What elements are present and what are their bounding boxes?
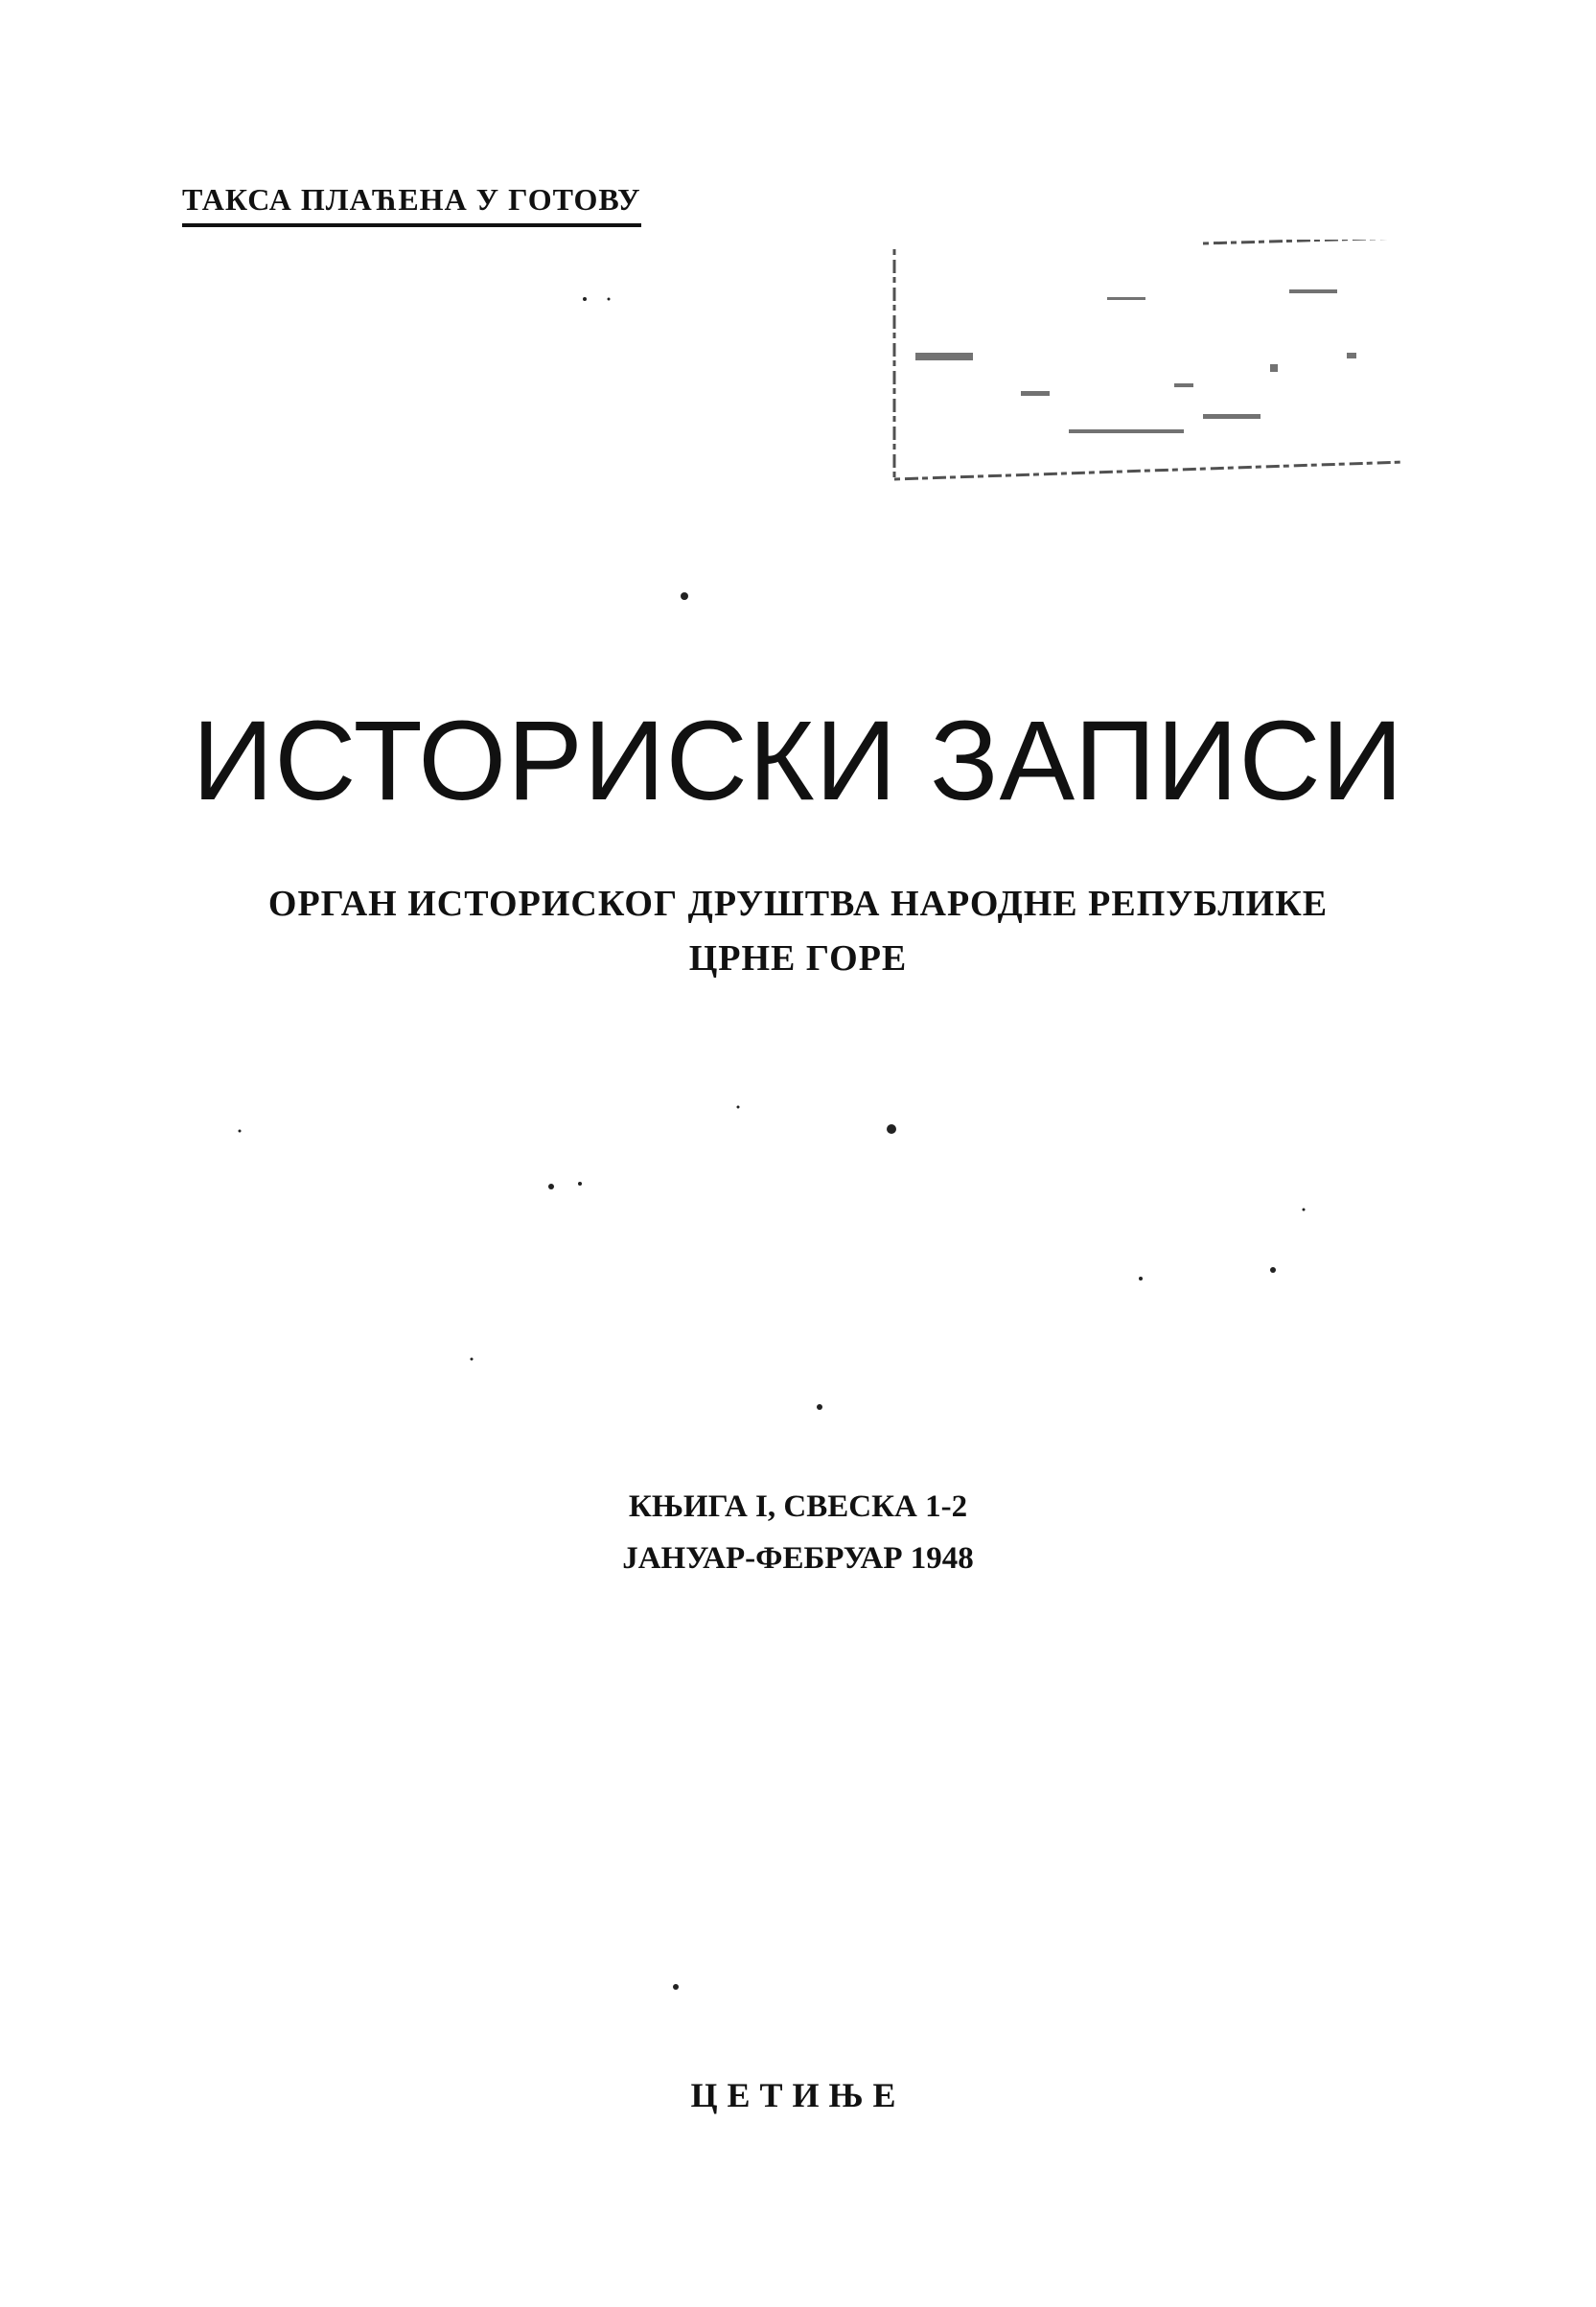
publication-city: ЦЕТИЊЕ bbox=[690, 2076, 906, 2114]
journal-title: ИСТОРИСКИ ЗАПИСИ bbox=[192, 698, 1404, 824]
subtitle-line-1: ОРГАН ИСТОРИСКОГ ДРУШТВА НАРОДНЕ РЕПУБЛИКЕ bbox=[267, 884, 1329, 924]
issue-volume: КЊИГА I, СВЕСКА 1-2 bbox=[628, 1489, 968, 1524]
subtitle-line-2: ЦРНЕ ГОРЕ bbox=[688, 938, 908, 979]
issue-info bbox=[0, 1481, 1596, 1585]
issue-date: ЈАНУАР-ФЕБРУАР 1948 bbox=[622, 1541, 974, 1577]
postage-paid-note: ТАКСА ПЛАЋЕНА У ГОТОВУ bbox=[182, 182, 641, 227]
journal-subtitle bbox=[0, 877, 1596, 986]
library-stamp-impression bbox=[887, 240, 1409, 484]
